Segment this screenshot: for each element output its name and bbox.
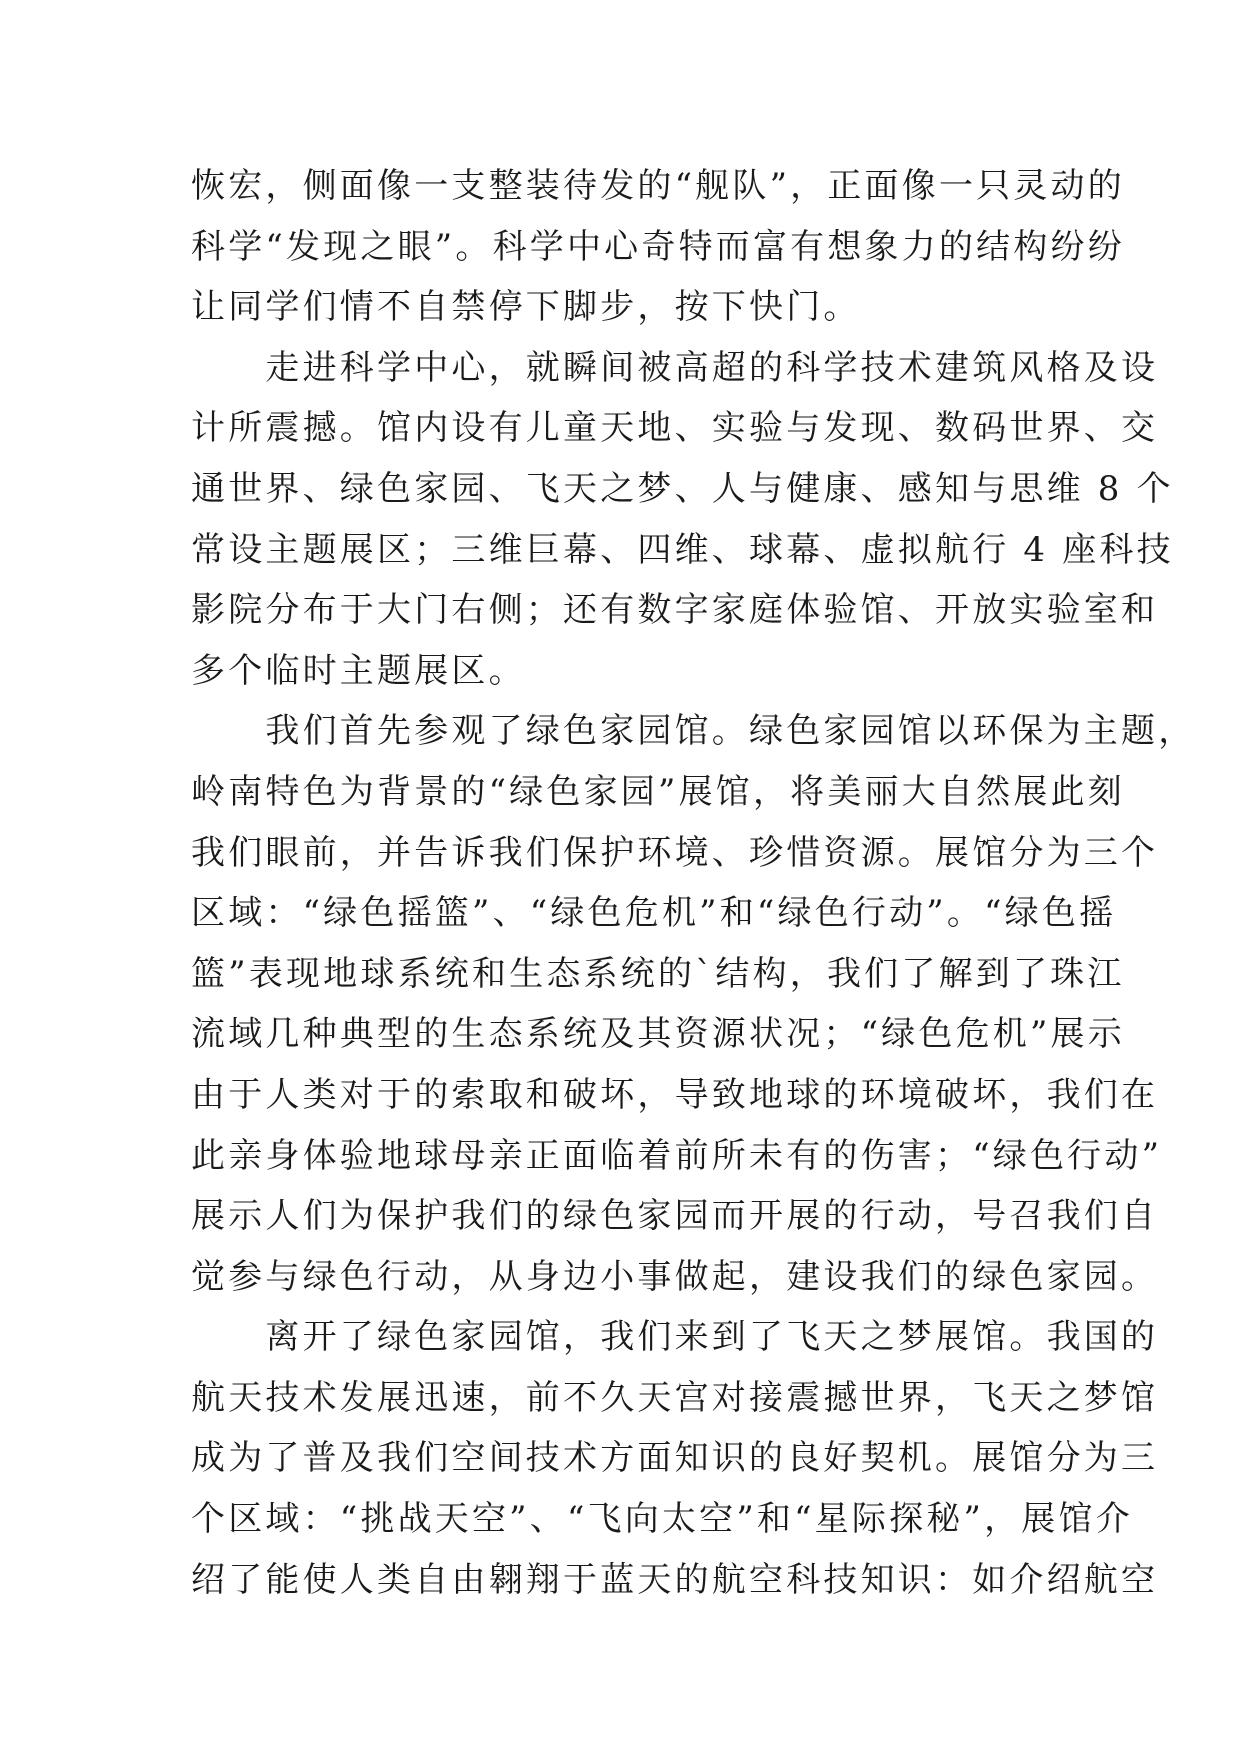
text-line: 让同学们情不自禁停下脚步，按下快门。 (191, 287, 861, 328)
text-line: 走进科学中心，就瞬间被高超的科学技术建筑风格及设 (191, 347, 1159, 388)
text-line: 成为了普及我们空间技术方面知识的良好契机。展馆分为三 (191, 1438, 1159, 1479)
text-line: 岭南特色为背景的“绿色家园”展馆，将美丽大自然展此刻 (191, 771, 1125, 812)
text-line: 由于人类对于的索取和破坏，导致地球的环境破坏，我们在 (191, 1074, 1159, 1115)
text-line: 此亲身体验地球母亲正面临着前所未有的伤害；“绿色行动” (191, 1135, 1163, 1176)
text-line: 篮”表现地球系统和生态系统的`结构，我们了解到了珠江 (191, 953, 1125, 994)
text-line: 展示人们为保护我们的绿色家园而开展的行动，号召我们自 (191, 1196, 1159, 1237)
text-line: 我们眼前，并告诉我们保护环境、珍惜资源。展馆分为三个 (191, 832, 1159, 873)
text-line: 我们首先参观了绿色家园馆。绿色家园馆以环保为主题， (191, 711, 1196, 752)
text-line: 航天技术发展迅速，前不久天宫对接震撼世界，飞天之梦馆 (191, 1377, 1159, 1418)
text-line: 区域：“绿色摇篮”、“绿色危机”和“绿色行动”。“绿色摇 (191, 893, 1117, 934)
body-text (191, 156, 1196, 1610)
text-line: 个区域：“挑战天空”、“飞向太空”和“星际探秘”，展馆介 (191, 1499, 1133, 1540)
text-line: 科学“发现之眼”。科学中心奇特而富有想象力的结构纷纷 (191, 226, 1125, 267)
text-line: 常设主题展区；三维巨幕、四维、球幕、虚拟航行 4 座科技 (191, 529, 1174, 570)
text-line: 多个临时主题展区。 (191, 650, 526, 691)
text-line: 离开了绿色家园馆，我们来到了飞天之梦展馆。我国的 (191, 1317, 1159, 1358)
text-line: 计所震撼。馆内设有儿童天地、实验与发现、数码世界、交 (191, 408, 1159, 449)
text-line: 通世界、绿色家园、飞天之梦、人与健康、感知与思维 8 个 (191, 468, 1174, 509)
text-line: 绍了能使人类自由翱翔于蓝天的航空科技知识：如介绍航空 (191, 1559, 1159, 1600)
text-line: 恢宏，侧面像一支整装待发的“舰队”，正面像一只灵动的 (191, 166, 1125, 206)
text-line: 影院分布于大门右侧；还有数字家庭体验馆、开放实验室和 (191, 590, 1159, 631)
text-line: 觉参与绿色行动，从身边小事做起，建设我们的绿色家园。 (191, 1256, 1159, 1297)
text-line: 流域几种典型的生态系统及其资源状况；“绿色危机”展示 (191, 1014, 1125, 1055)
